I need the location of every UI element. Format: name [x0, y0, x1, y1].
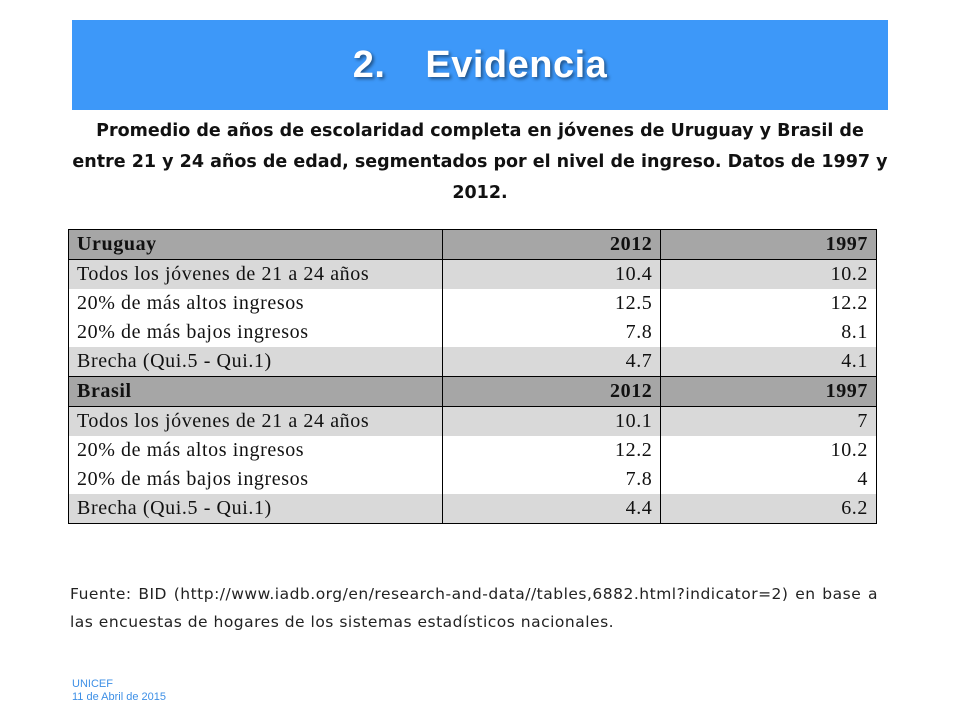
row-label: 20% de más altos ingresos — [69, 289, 443, 318]
source-note: Fuente: BID (http://www.iadb.org/en/research-and-data//tables,6882.html?indicator=2) en base a las encuestas de hogares de los sistemas estadísticos nacionales. — [70, 585, 878, 631]
table-row — [69, 407, 877, 437]
slide-title-text: Evidencia — [425, 43, 608, 86]
value-1997: 6.2 — [661, 494, 877, 524]
row-label: 20% de más altos ingresos — [69, 436, 443, 465]
value-2012: 12.2 — [442, 436, 661, 465]
table-row — [69, 494, 877, 524]
brasil-header-row — [69, 377, 877, 407]
footer — [72, 678, 166, 704]
value-1997: 10.2 — [661, 436, 877, 465]
table-row — [69, 436, 877, 465]
value-2012: 7.8 — [442, 465, 661, 494]
uruguay-header-label: Uruguay — [69, 230, 443, 260]
value-1997: 8.1 — [661, 318, 877, 347]
value-2012: 4.4 — [442, 494, 661, 524]
value-1997: 4.1 — [661, 347, 877, 377]
value-1997: 10.2 — [661, 260, 877, 290]
title-banner — [72, 20, 888, 110]
value-2012: 10.1 — [442, 407, 661, 437]
value-2012: 12.5 — [442, 289, 661, 318]
table-caption: Promedio de años de escolaridad completa en jóvenes de Uruguay y Brasil de entre 21 y 24 años de edad, segmentados por el nivel de ingreso. Datos de 1997 y 2012. — [72, 121, 888, 203]
slide-number: 2. — [352, 43, 386, 86]
row-label: Todos los jóvenes de 21 a 24 años — [69, 260, 443, 290]
table-row — [69, 260, 877, 290]
brasil-header-label: Brasil — [69, 377, 443, 407]
value-1997: 12.2 — [661, 289, 877, 318]
brasil-header-2012: 2012 — [442, 377, 661, 407]
value-1997: 4 — [661, 465, 877, 494]
table-row — [69, 289, 877, 318]
schooling-table — [68, 229, 877, 524]
table-row — [69, 465, 877, 494]
value-1997: 7 — [661, 407, 877, 437]
uruguay-header-row — [69, 230, 877, 260]
value-2012: 10.4 — [442, 260, 661, 290]
slide-title — [353, 44, 608, 87]
row-label: 20% de más bajos ingresos — [69, 318, 443, 347]
uruguay-header-2012: 2012 — [442, 230, 661, 260]
brasil-header-1997: 1997 — [661, 377, 877, 407]
table-row — [69, 347, 877, 377]
row-label: 20% de más bajos ingresos — [69, 465, 443, 494]
footer-org: UNICEF — [72, 678, 113, 690]
table-row — [69, 318, 877, 347]
row-label: Brecha (Qui.5 - Qui.1) — [69, 347, 443, 377]
value-2012: 4.7 — [442, 347, 661, 377]
value-2012: 7.8 — [442, 318, 661, 347]
row-label: Todos los jóvenes de 21 a 24 años — [69, 407, 443, 437]
row-label: Brecha (Qui.5 - Qui.1) — [69, 494, 443, 524]
uruguay-header-1997: 1997 — [661, 230, 877, 260]
footer-date: 11 de Abril de 2015 — [72, 691, 166, 703]
